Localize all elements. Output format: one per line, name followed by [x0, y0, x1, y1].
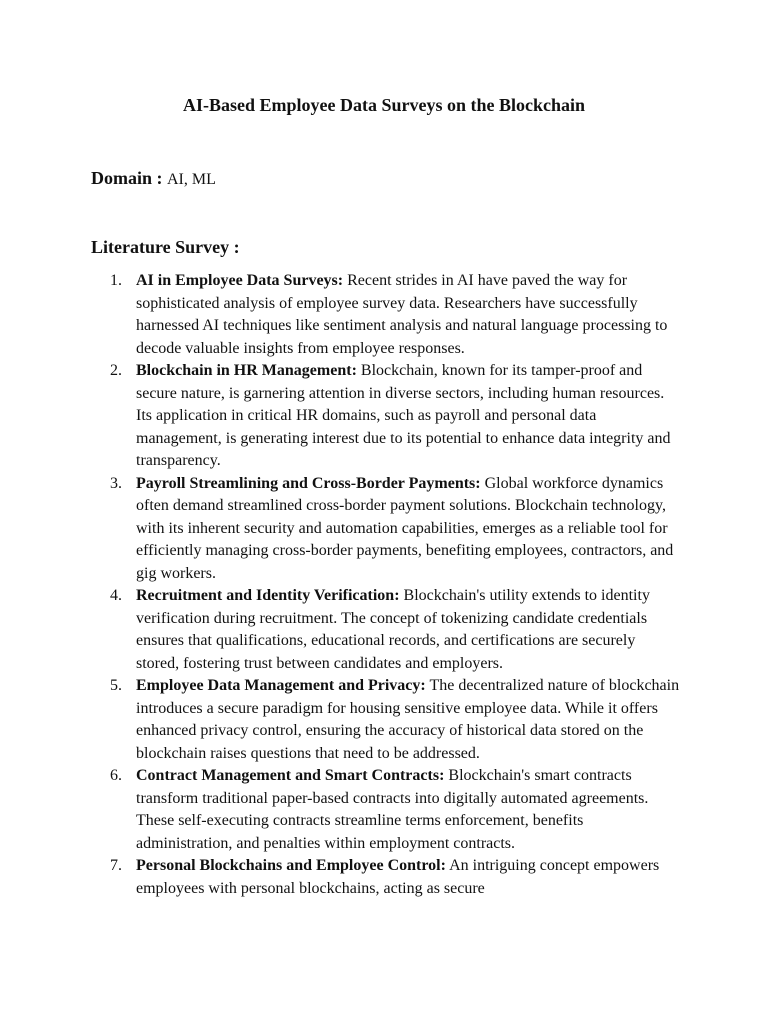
- item-heading: Personal Blockchains and Employee Control:: [136, 857, 446, 874]
- list-item: [0, 473, 681, 586]
- document-title: AI-Based Employee Data Surveys on the Blockchain: [182, 95, 586, 115]
- list-item: [0, 360, 681, 473]
- item-text: The decentralized nature of blockchain introduces a secure paradigm for housing sensitive employee data. While it offers enhanced privacy control, ensuring the accuracy of historical data stored on the blockchain raises questions that need to be addressed.: [136, 677, 680, 762]
- list-item: [0, 855, 681, 900]
- item-number: 1.: [110, 272, 122, 289]
- list-item: [0, 765, 681, 855]
- domain-line: [91, 167, 216, 191]
- domain-value: AI, ML: [167, 171, 216, 188]
- item-text: Blockchain's smart contracts transform traditional paper-based contracts into digitally automated agreements. These self-executing contracts streamline terms enforcement, benefits administration, and penalties within employment contracts.: [136, 767, 649, 852]
- item-number: 3.: [110, 474, 122, 492]
- literature-survey-list: [0, 270, 768, 900]
- item-text: Recent strides in AI have paved the way for sophisticated analysis of employee survey data. Researchers have successfully harnessed AI techniques like sentiment analysis and natural language processing to decode valuable insights from employee responses.: [136, 272, 668, 357]
- section-heading: Literature Survey :: [91, 237, 240, 257]
- item-heading: Employee Data Management and Privacy:: [136, 677, 426, 694]
- item-text: Global workforce dynamics often demand streamlined cross-border payment solutions. Blockchain technology, with its inherent security and automation capabilities, emerges as a reliable tool for efficiently managing cross-border payments, benefiting employees, contractors, and gig workers.: [136, 474, 674, 582]
- list-item: [0, 270, 681, 360]
- item-number: 4.: [110, 587, 122, 604]
- item-text: Blockchain's utility extends to identity verification during recruitment. The concept of tokenizing candidate credentials ensures that qualifications, educational records, and certifications are securely stored, fostering trust between candidates and employers.: [136, 587, 650, 672]
- item-text: An intriguing concept empowers employees with personal blockchains, acting as secure: [136, 857, 660, 897]
- item-number: 2.: [110, 362, 122, 379]
- domain-label: Domain :: [91, 168, 163, 188]
- item-heading: Contract Management and Smart Contracts:: [136, 767, 445, 784]
- item-number: 7.: [110, 857, 122, 874]
- item-heading: AI in Employee Data Surveys:: [136, 272, 344, 289]
- list-item: [0, 585, 681, 675]
- item-number: 5.: [110, 677, 122, 694]
- item-text: Blockchain, known for its tamper-proof and secure nature, is garnering attention in diverse sectors, including human resources. Its application in critical HR domains, such as payroll and personal data management, is generating interest due to its potential to enhance data integrity and transparency.: [136, 362, 671, 469]
- item-heading: Payroll Streamlining and Cross-Border Payments:: [136, 474, 481, 492]
- item-heading: Recruitment and Identity Verification:: [136, 587, 400, 604]
- item-heading: Blockchain in HR Management:: [136, 362, 357, 379]
- item-number: 6.: [110, 767, 122, 784]
- list-item: [0, 675, 681, 765]
